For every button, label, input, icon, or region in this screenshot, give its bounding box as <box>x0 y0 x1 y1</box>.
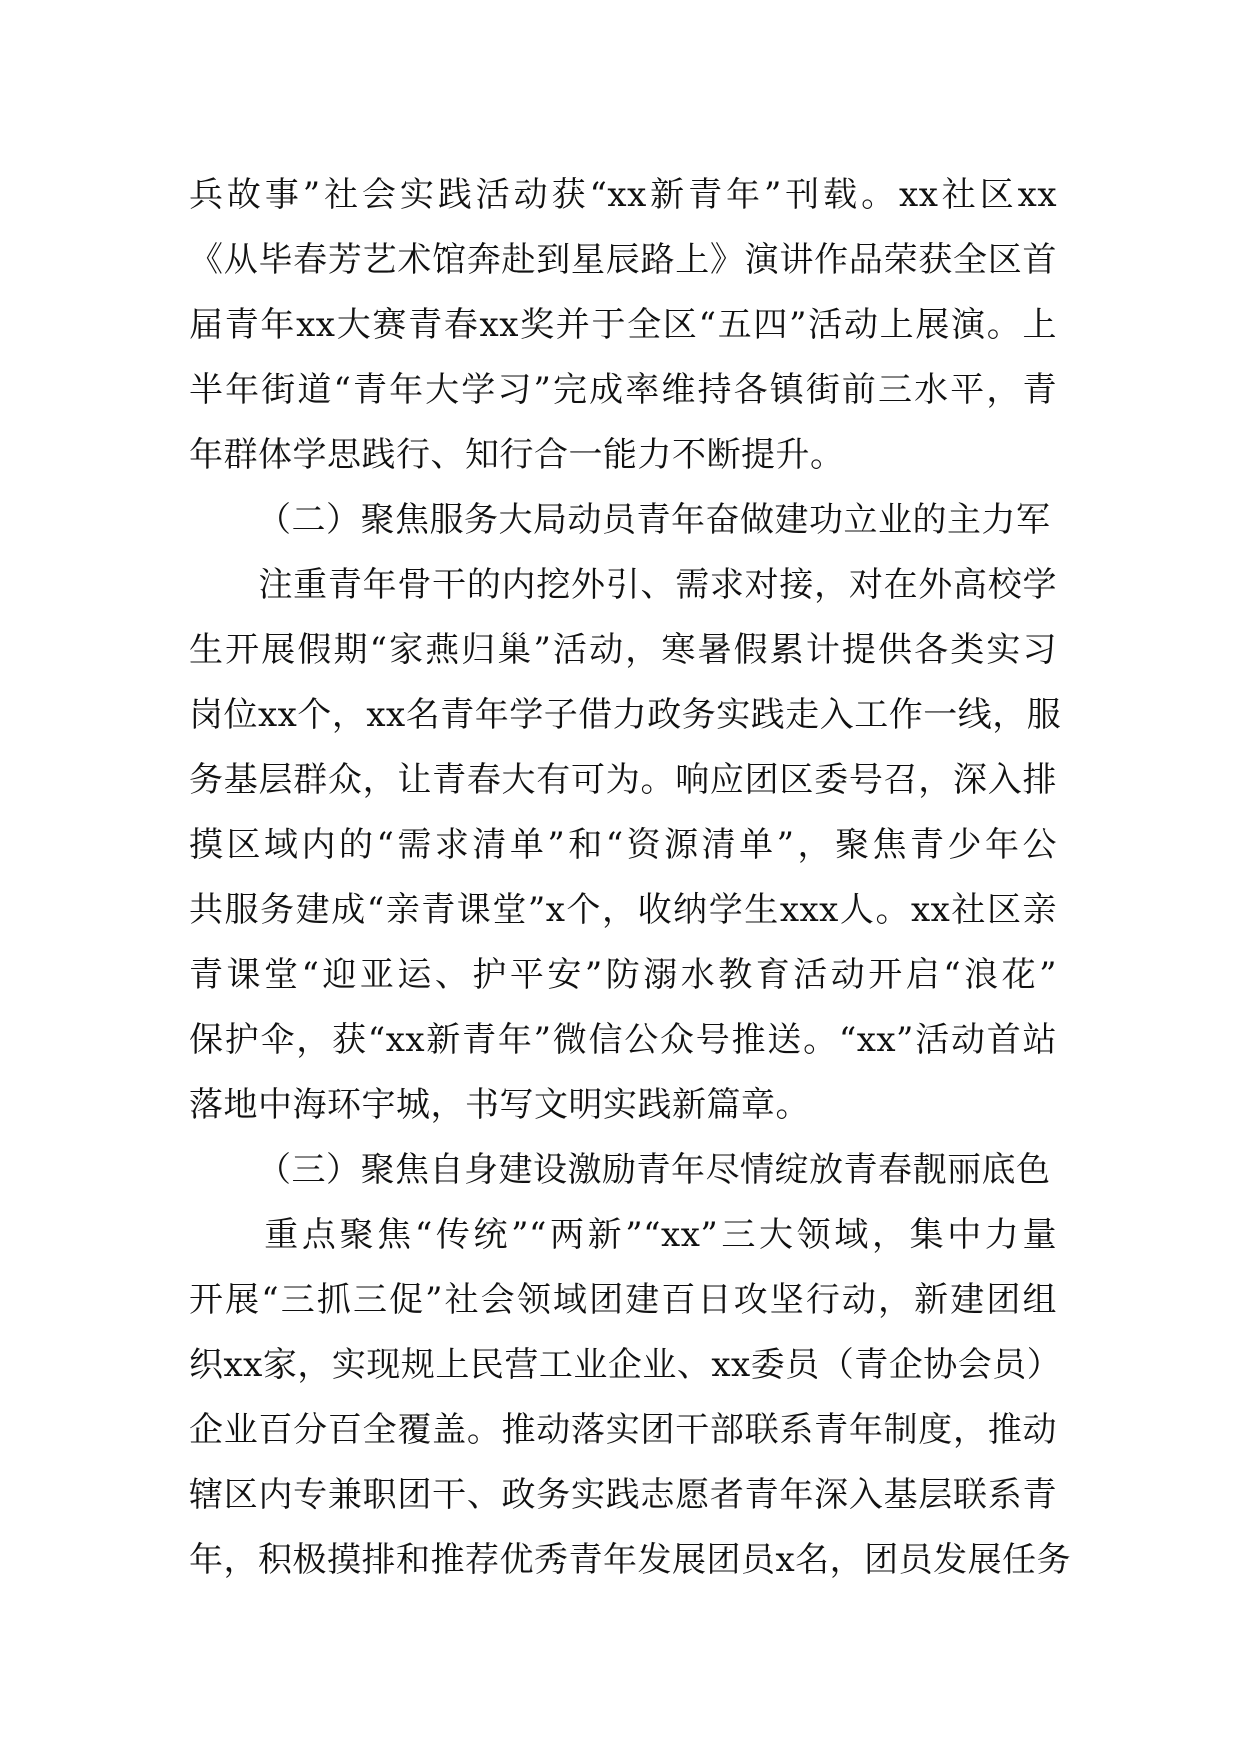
text-line: 共服务建成“亲青课堂”x个，收纳学生xxx人。xx社区亲 <box>189 890 1057 930</box>
text-line: 企业百分百全覆盖。推动落实团干部联系青年制度，推动 <box>189 1410 1057 1450</box>
text-line: 兵故事”社会实践活动获“xx新青年”刊载。xx社区xx <box>189 175 1057 215</box>
text-line: 青课堂“迎亚运、护平安”防溺水教育活动开启“浪花” <box>189 955 1057 995</box>
section-heading-2: （二）聚焦服务大局动员青年奋做建功立业的主力军 <box>257 500 1051 540</box>
text-line: 岗位xx个，xx名青年学子借力政务实践走入工作一线，服 <box>189 695 1062 735</box>
body-text <box>189 163 1072 1593</box>
text-line: 重点聚焦“传统”“两新”“xx”三大领域，集中力量 <box>189 1215 1057 1255</box>
text-line: 生开展假期“家燕归巢”活动，寒暑假累计提供各类实习 <box>189 630 1057 670</box>
text-line: 半年街道“青年大学习”完成率维持各镇街前三水平，青 <box>189 370 1057 410</box>
text-line: 落地中海环宇城，书写文明实践新篇章。 <box>189 1085 810 1125</box>
text-line: 辖区内专兼职团干、政务实践志愿者青年深入基层联系青 <box>189 1475 1057 1515</box>
text-line: 开展“三抓三促”社会领域团建百日攻坚行动，新建团组 <box>189 1280 1057 1320</box>
text-line: 摸区域内的“需求清单”和“资源清单”，聚焦青少年公 <box>189 825 1057 865</box>
text-line: 年群体学思践行、知行合一能力不断提升。 <box>189 435 845 475</box>
text-line: 务基层群众，让青春大有可为。响应团区委号召，深入排 <box>189 760 1057 800</box>
text-line: 届青年xx大赛青春xx奖并于全区“五四”活动上展演。上 <box>189 305 1057 345</box>
text-line: 年，积极摸排和推荐优秀青年发展团员x名，团员发展任务 <box>189 1540 1072 1580</box>
text-line: 《从毕春芳艺术馆奔赴到星辰路上》演讲作品荣获全区首 <box>189 240 1057 280</box>
section-heading-3: （三）聚焦自身建设激励青年尽情绽放青春靓丽底色 <box>257 1150 1051 1190</box>
text-line: 保护伞，获“xx新青年”微信公众号推送。“xx”活动首站 <box>189 1020 1057 1060</box>
text-line: 织xx家，实现规上民营工业企业、xx委员（青企协会员） <box>189 1345 1062 1385</box>
text-line: 注重青年骨干的内挖外引、需求对接，对在外高校学 <box>189 565 1057 605</box>
